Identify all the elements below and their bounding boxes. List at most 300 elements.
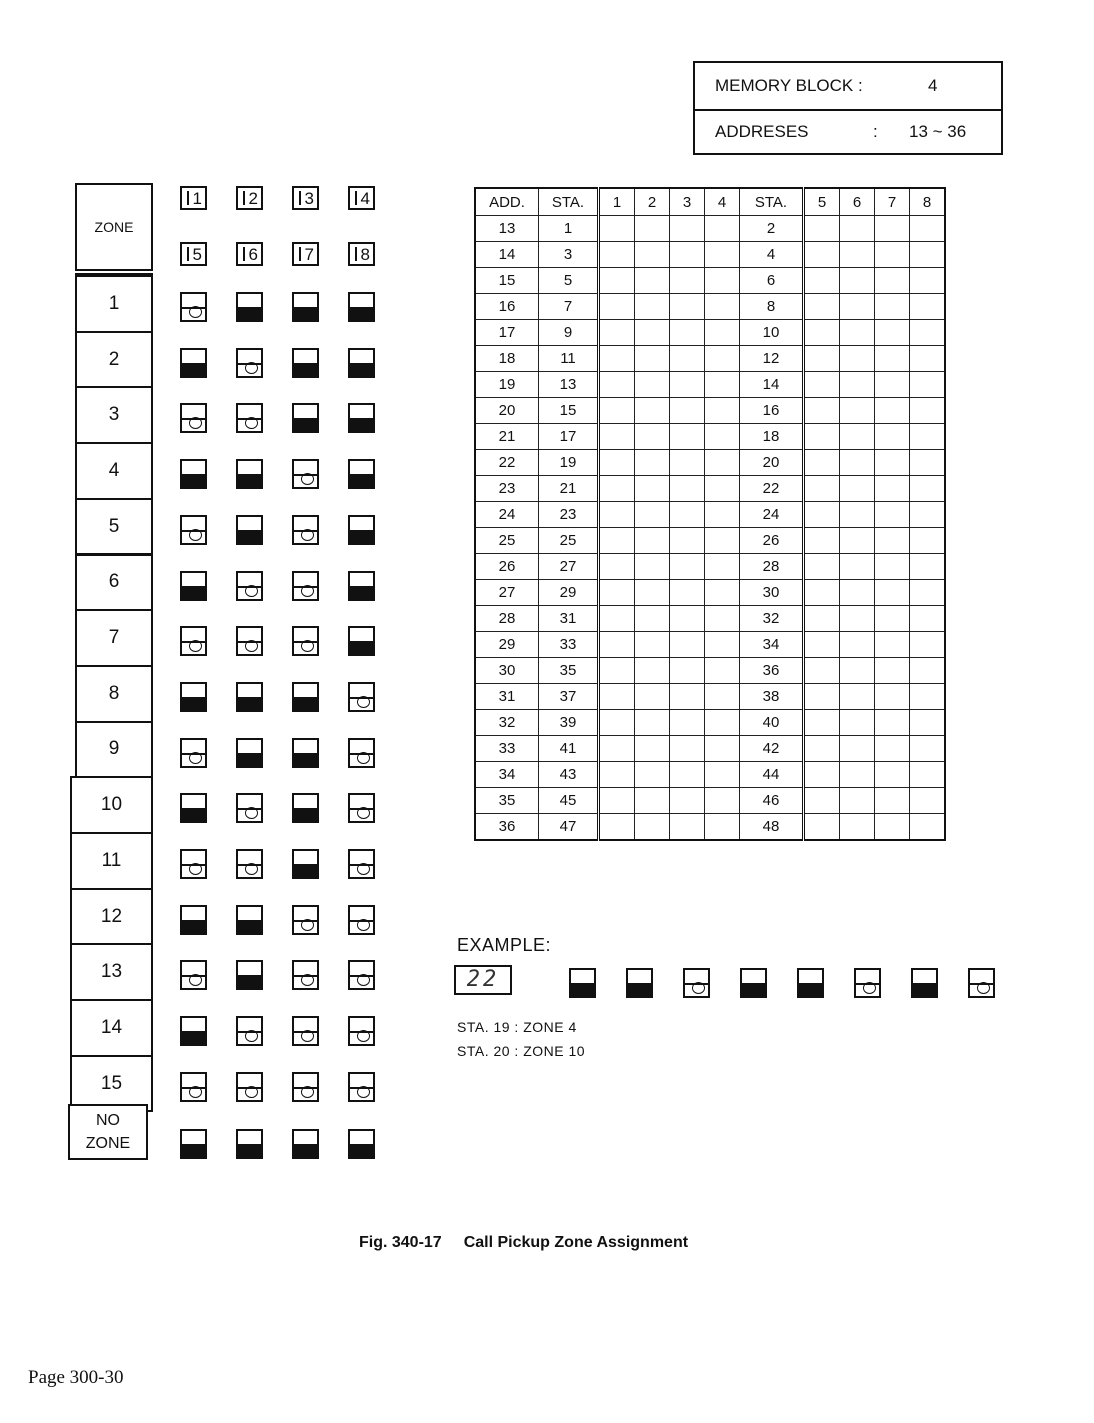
dip-switch-on-icon [236, 1129, 263, 1159]
bit-cell [840, 580, 875, 606]
figure-number: Fig. 340-17 [359, 1234, 442, 1251]
switch-number-8: 8 [348, 242, 375, 266]
bit-cell [804, 346, 840, 372]
no-zone-cell [68, 1104, 148, 1160]
station-odd-cell: 21 [539, 476, 599, 502]
zone-row-label: 12 [70, 888, 153, 946]
bit-cell [910, 632, 946, 658]
station-odd-cell: 5 [539, 268, 599, 294]
dip-switch-on-icon [292, 1129, 319, 1159]
bit-cell [670, 762, 705, 788]
table-row [475, 814, 945, 841]
station-even-cell: 8 [740, 294, 804, 320]
dip-switch-on-icon [348, 403, 375, 433]
bit-cell [910, 476, 946, 502]
bit-cell [910, 242, 946, 268]
bit-cell [635, 710, 670, 736]
station-odd-cell: 47 [539, 814, 599, 841]
bit-cell [840, 762, 875, 788]
dip-switch-on-icon [348, 459, 375, 489]
table-row [475, 294, 945, 320]
bit-cell [670, 320, 705, 346]
station-even-cell: 20 [740, 450, 804, 476]
bit-cell [840, 788, 875, 814]
station-odd-cell: 17 [539, 424, 599, 450]
table-row [475, 268, 945, 294]
bit-cell [705, 502, 740, 528]
bit-cell [705, 346, 740, 372]
dip-switch-on-icon [292, 348, 319, 378]
bit-cell [875, 450, 910, 476]
bit-cell [875, 216, 910, 242]
station-even-cell: 14 [740, 372, 804, 398]
address-cell: 18 [475, 346, 539, 372]
switch-number-7: 7 [292, 242, 319, 266]
address-cell: 26 [475, 554, 539, 580]
bit-cell [875, 554, 910, 580]
zone-row-label: 4 [75, 442, 153, 500]
address-cell: 31 [475, 684, 539, 710]
bit-cell [670, 398, 705, 424]
dip-switch-on-icon [292, 849, 319, 879]
bit-cell [840, 216, 875, 242]
dip-switch-on-icon [292, 682, 319, 712]
bit-cell [705, 320, 740, 346]
dip-switch-on-icon [348, 571, 375, 601]
bit-cell [840, 476, 875, 502]
bit-cell [670, 242, 705, 268]
bit-cell [875, 684, 910, 710]
station-even-cell: 28 [740, 554, 804, 580]
bit-cell [599, 398, 635, 424]
bit-cell [804, 736, 840, 762]
table-row [475, 476, 945, 502]
dip-switch-on-icon [292, 738, 319, 768]
bit-cell [635, 346, 670, 372]
station-even-cell: 4 [740, 242, 804, 268]
dip-switch-on-icon [180, 348, 207, 378]
bit-cell [705, 658, 740, 684]
bit-cell [910, 814, 946, 841]
dip-switch-off-icon [292, 905, 319, 935]
table-row [475, 346, 945, 372]
zone-row-label: 13 [70, 943, 153, 1001]
table-row [475, 424, 945, 450]
dip-switch-on-icon [180, 793, 207, 823]
bit-cell [910, 424, 946, 450]
dip-switch-off-icon [348, 1072, 375, 1102]
bit-cell [670, 528, 705, 554]
station-even-cell: 6 [740, 268, 804, 294]
bit-cell [840, 346, 875, 372]
bit-cell [670, 424, 705, 450]
bit-cell [705, 242, 740, 268]
dip-switch-on-icon [740, 968, 767, 998]
station-even-cell: 16 [740, 398, 804, 424]
bit-cell [599, 424, 635, 450]
address-cell: 33 [475, 736, 539, 762]
address-cell: 36 [475, 814, 539, 841]
bit-cell [840, 632, 875, 658]
bit-cell [635, 216, 670, 242]
table-header-cell: STA. [539, 188, 599, 216]
bit-cell [670, 736, 705, 762]
bit-cell [705, 268, 740, 294]
zone-row-label: 3 [75, 386, 153, 444]
bit-cell [635, 762, 670, 788]
bit-cell [705, 372, 740, 398]
table-row [475, 216, 945, 242]
bit-cell [705, 398, 740, 424]
bit-cell [910, 502, 946, 528]
bit-cell [670, 788, 705, 814]
bit-cell [599, 580, 635, 606]
table-row [475, 242, 945, 268]
bit-cell [599, 814, 635, 841]
dip-switch-off-icon [348, 738, 375, 768]
bit-cell [804, 528, 840, 554]
bit-cell [875, 762, 910, 788]
bit-cell [635, 606, 670, 632]
station-odd-cell: 31 [539, 606, 599, 632]
dip-switch-on-icon [236, 905, 263, 935]
station-even-cell: 40 [740, 710, 804, 736]
address-cell: 17 [475, 320, 539, 346]
station-odd-cell: 41 [539, 736, 599, 762]
station-odd-cell: 7 [539, 294, 599, 320]
dip-switch-off-icon [236, 849, 263, 879]
bit-cell [635, 684, 670, 710]
table-header-cell: 6 [840, 188, 875, 216]
bit-cell [875, 606, 910, 632]
bit-cell [599, 502, 635, 528]
bit-cell [705, 736, 740, 762]
bit-cell [670, 710, 705, 736]
bit-cell [804, 580, 840, 606]
bit-cell [804, 424, 840, 450]
dip-switch-off-icon [292, 626, 319, 656]
bit-cell [840, 450, 875, 476]
dip-switch-on-icon [180, 682, 207, 712]
dip-switch-on-icon [292, 403, 319, 433]
bit-cell [635, 736, 670, 762]
table-header-cell: 1 [599, 188, 635, 216]
bit-cell [875, 346, 910, 372]
bit-cell [635, 476, 670, 502]
station-even-cell: 48 [740, 814, 804, 841]
bit-cell [670, 476, 705, 502]
station-odd-cell: 11 [539, 346, 599, 372]
bit-cell [635, 658, 670, 684]
station-odd-cell: 13 [539, 372, 599, 398]
bit-cell [804, 684, 840, 710]
dip-switch-off-icon [180, 515, 207, 545]
bit-cell [635, 398, 670, 424]
bit-cell [599, 346, 635, 372]
addresses-value: 13 ~ 36 [909, 122, 967, 141]
bit-cell [670, 658, 705, 684]
bit-cell [635, 294, 670, 320]
bit-cell [599, 450, 635, 476]
bit-cell [705, 476, 740, 502]
bit-cell [840, 814, 875, 841]
station-odd-cell: 39 [539, 710, 599, 736]
zone-row-label: 14 [70, 999, 153, 1057]
station-odd-cell: 23 [539, 502, 599, 528]
bit-cell [705, 216, 740, 242]
address-cell: 20 [475, 398, 539, 424]
bit-cell [840, 372, 875, 398]
zone-row-label: 15 [70, 1055, 153, 1113]
address-cell: 22 [475, 450, 539, 476]
table-row [475, 710, 945, 736]
bit-cell [670, 502, 705, 528]
address-cell: 23 [475, 476, 539, 502]
bit-cell [599, 476, 635, 502]
bit-cell [910, 528, 946, 554]
address-cell: 25 [475, 528, 539, 554]
bit-cell [840, 528, 875, 554]
figure-title: Call Pickup Zone Assignment [463, 1234, 689, 1251]
addresses-label: ADDRESES [715, 122, 809, 141]
bit-cell [599, 658, 635, 684]
bit-cell [804, 554, 840, 580]
bit-cell [705, 788, 740, 814]
bit-cell [840, 736, 875, 762]
station-odd-cell: 43 [539, 762, 599, 788]
bit-cell [910, 268, 946, 294]
station-even-cell: 42 [740, 736, 804, 762]
switch-number-5: 5 [180, 242, 207, 266]
bit-cell [910, 216, 946, 242]
address-cell: 30 [475, 658, 539, 684]
example-display-readout: 22 [454, 965, 512, 995]
page-number: Page 300-30 [28, 1367, 124, 1388]
dip-switch-off-icon [348, 682, 375, 712]
address-cell: 35 [475, 788, 539, 814]
dip-switch-off-icon [236, 403, 263, 433]
dip-switch-off-icon [348, 905, 375, 935]
bit-cell [599, 606, 635, 632]
bit-cell [875, 788, 910, 814]
table-row [475, 788, 945, 814]
station-even-cell: 10 [740, 320, 804, 346]
station-odd-cell: 33 [539, 632, 599, 658]
table-row [475, 450, 945, 476]
bit-cell [875, 580, 910, 606]
dip-switch-on-icon [911, 968, 938, 998]
bit-cell [705, 528, 740, 554]
zone-row-label: 2 [75, 331, 153, 389]
bit-cell [599, 320, 635, 346]
bit-cell [635, 528, 670, 554]
bit-cell [635, 320, 670, 346]
bit-cell [599, 762, 635, 788]
dip-switch-on-icon [180, 571, 207, 601]
address-cell: 32 [475, 710, 539, 736]
switch-number-4: 4 [348, 186, 375, 210]
bit-cell [910, 320, 946, 346]
table-header-cell: ADD. [475, 188, 539, 216]
dip-switch-off-icon [292, 459, 319, 489]
bit-cell [840, 658, 875, 684]
example-line-1: STA. 19 : ZONE 4 [457, 1019, 577, 1035]
bit-cell [599, 736, 635, 762]
bit-cell [875, 424, 910, 450]
dip-switch-off-icon [348, 793, 375, 823]
dip-switch-off-icon [236, 571, 263, 601]
dip-switch-on-icon [348, 626, 375, 656]
bit-cell [670, 372, 705, 398]
table-row [475, 762, 945, 788]
dip-switch-off-icon [180, 738, 207, 768]
zone-row-label: 11 [70, 832, 153, 890]
bit-cell [840, 502, 875, 528]
bit-cell [599, 528, 635, 554]
bit-cell [705, 762, 740, 788]
bit-cell [599, 632, 635, 658]
dip-switch-on-icon [292, 793, 319, 823]
dip-switch-on-icon [292, 292, 319, 322]
table-row [475, 554, 945, 580]
bit-cell [840, 320, 875, 346]
dip-switch-off-icon [348, 960, 375, 990]
dip-switch-off-icon [968, 968, 995, 998]
memory-block-box [693, 61, 1003, 155]
bit-cell [635, 372, 670, 398]
station-even-cell: 22 [740, 476, 804, 502]
bit-cell [804, 450, 840, 476]
table-header-cell: 8 [910, 188, 946, 216]
table-row [475, 632, 945, 658]
bit-cell [705, 294, 740, 320]
bit-cell [635, 814, 670, 841]
bit-cell [804, 762, 840, 788]
dip-switch-off-icon [292, 571, 319, 601]
station-odd-cell: 35 [539, 658, 599, 684]
bit-cell [670, 294, 705, 320]
no-zone-line2: ZONE [85, 1135, 131, 1152]
dip-switch-off-icon [348, 1016, 375, 1046]
bit-cell [599, 788, 635, 814]
station-odd-cell: 3 [539, 242, 599, 268]
bit-cell [840, 424, 875, 450]
station-odd-cell: 19 [539, 450, 599, 476]
bit-cell [670, 814, 705, 841]
bit-cell [804, 814, 840, 841]
bit-cell [804, 476, 840, 502]
bit-cell [840, 710, 875, 736]
station-odd-cell: 9 [539, 320, 599, 346]
station-odd-cell: 37 [539, 684, 599, 710]
dip-switch-off-icon [180, 960, 207, 990]
zone-header: ZONE [75, 183, 153, 271]
station-even-cell: 38 [740, 684, 804, 710]
bit-cell [840, 294, 875, 320]
bit-cell [599, 684, 635, 710]
bit-cell [910, 450, 946, 476]
bit-cell [670, 580, 705, 606]
bit-cell [910, 710, 946, 736]
station-odd-cell: 45 [539, 788, 599, 814]
memory-block-label: MEMORY BLOCK : [715, 76, 863, 95]
station-odd-cell: 15 [539, 398, 599, 424]
address-cell: 14 [475, 242, 539, 268]
bit-cell [875, 476, 910, 502]
dip-switch-on-icon [180, 1129, 207, 1159]
address-cell: 29 [475, 632, 539, 658]
bit-cell [804, 320, 840, 346]
bit-cell [705, 554, 740, 580]
dip-switch-off-icon [292, 1072, 319, 1102]
bit-cell [804, 606, 840, 632]
bit-cell [670, 632, 705, 658]
no-zone-line1: NO [96, 1112, 120, 1129]
dip-switch-on-icon [236, 459, 263, 489]
bit-cell [875, 528, 910, 554]
bit-cell [910, 554, 946, 580]
bit-cell [875, 242, 910, 268]
station-even-cell: 12 [740, 346, 804, 372]
dip-switch-on-icon [236, 292, 263, 322]
dip-switch-off-icon [180, 849, 207, 879]
dip-switch-on-icon [348, 515, 375, 545]
bit-cell [635, 242, 670, 268]
dip-switch-off-icon [236, 1016, 263, 1046]
table-row [475, 736, 945, 762]
bit-cell [705, 684, 740, 710]
dip-switch-on-icon [348, 348, 375, 378]
switch-number-1: 1 [180, 186, 207, 210]
figure-caption [359, 1234, 688, 1252]
bit-cell [670, 216, 705, 242]
bit-cell [804, 242, 840, 268]
bit-cell [635, 502, 670, 528]
bit-cell [705, 450, 740, 476]
addresses-colon: : [873, 122, 878, 141]
zone-row-label: 7 [75, 609, 153, 667]
bit-cell [910, 346, 946, 372]
dip-switch-off-icon [292, 515, 319, 545]
bit-cell [670, 606, 705, 632]
dip-switch-on-icon [797, 968, 824, 998]
zone-row-label: 10 [70, 776, 153, 834]
bit-cell [840, 606, 875, 632]
bit-cell [705, 710, 740, 736]
zone-row-label: 5 [75, 498, 153, 556]
dip-switch-on-icon [626, 968, 653, 998]
table-row [475, 658, 945, 684]
address-cell: 16 [475, 294, 539, 320]
dip-switch-off-icon [292, 1016, 319, 1046]
dip-switch-off-icon [854, 968, 881, 998]
bit-cell [840, 268, 875, 294]
table-row [475, 606, 945, 632]
zone-row-label: 9 [75, 721, 153, 779]
address-table [474, 187, 946, 841]
bit-cell [875, 398, 910, 424]
dip-switch-off-icon [236, 1072, 263, 1102]
dip-switch-on-icon [180, 1016, 207, 1046]
dip-switch-on-icon [348, 1129, 375, 1159]
zone-row-label: 1 [75, 275, 153, 333]
address-cell: 15 [475, 268, 539, 294]
bit-cell [875, 268, 910, 294]
bit-cell [670, 684, 705, 710]
station-odd-cell: 25 [539, 528, 599, 554]
dip-switch-off-icon [180, 292, 207, 322]
station-even-cell: 36 [740, 658, 804, 684]
